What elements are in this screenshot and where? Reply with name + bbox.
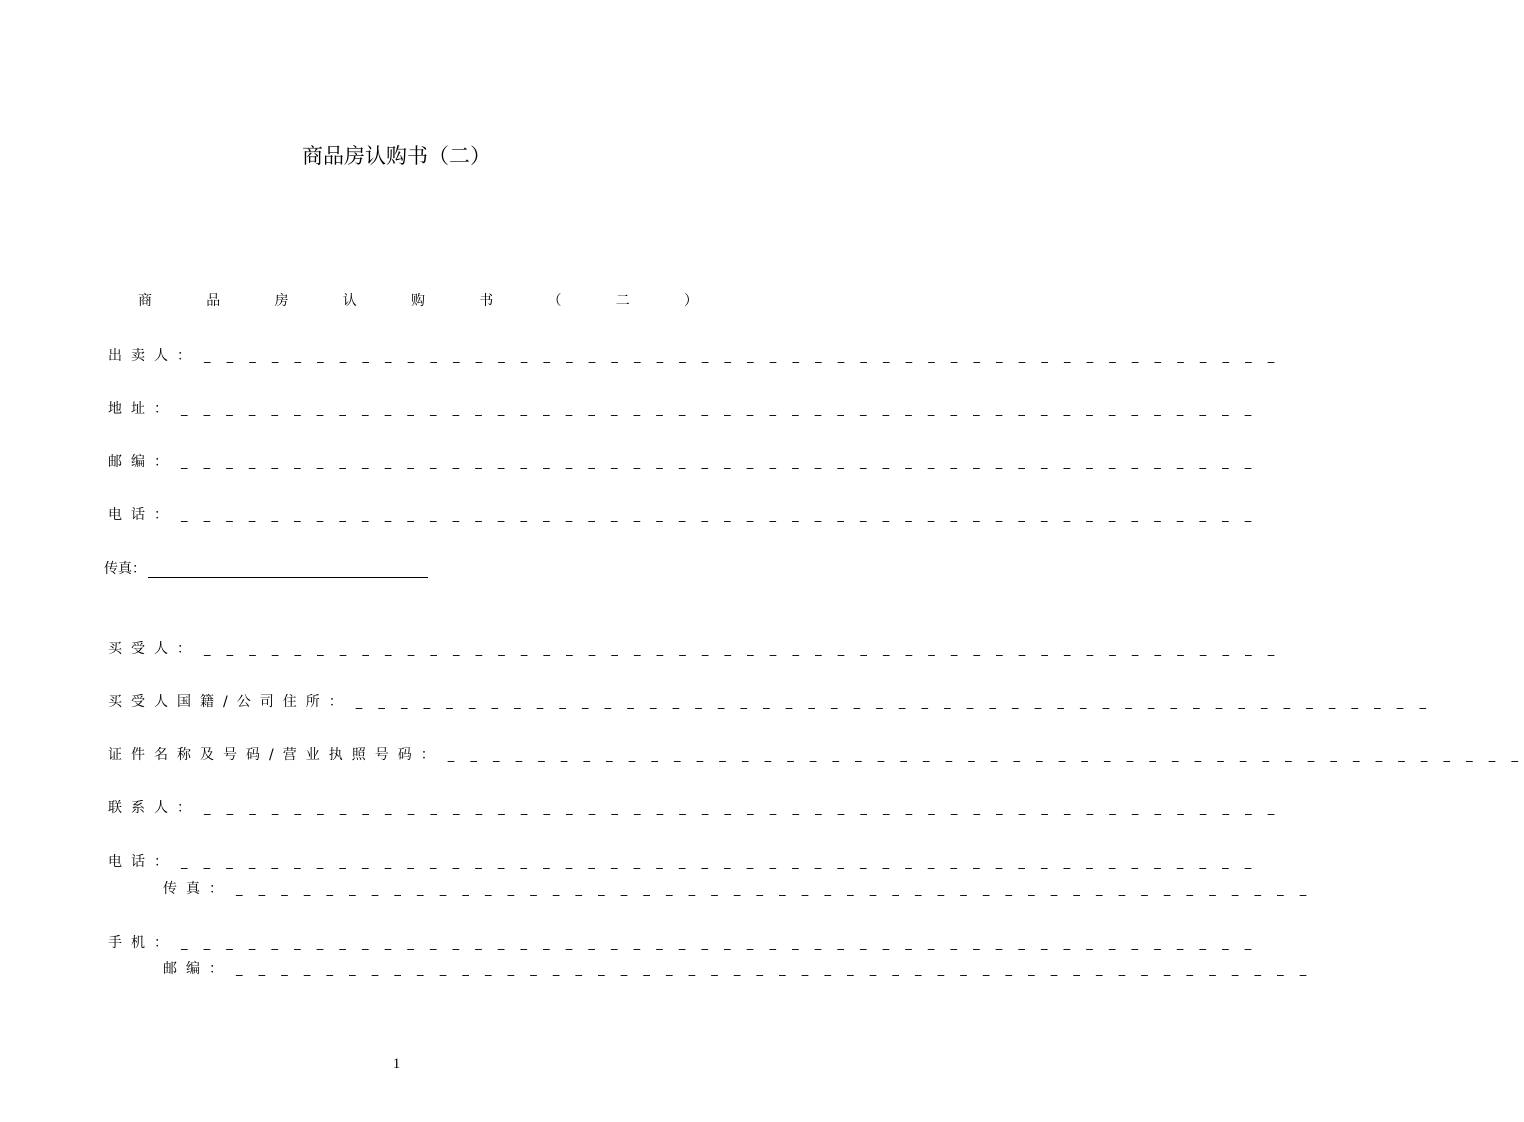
seller-address-label: 地址：: [108, 401, 177, 417]
buyer-contact-field[interactable]: _ _ _ _ _ _ _ _ _ _ _ _ _ _ _ _ _ _ _ _ _ _ _ _ _ _ _ _ _ _ _ _ _ _ _ _ _ _ _ _ _ _ _ _ _ _ _ _: [204, 801, 1281, 816]
buyer-mobile-row: [108, 932, 1258, 952]
subtitle-char: ）: [684, 293, 698, 309]
buyer-id-label: 证件名称及号码/营业执照号码：: [108, 747, 444, 763]
seller-address-field[interactable]: _ _ _ _ _ _ _ _ _ _ _ _ _ _ _ _ _ _ _ _ _ _ _ _ _ _ _ _ _ _ _ _ _ _ _ _ _ _ _ _ _ _ _ _ _ _ _ _: [181, 402, 1258, 417]
buyer-phone-row: [108, 851, 1258, 871]
page-number: 1: [392, 1056, 401, 1072]
buyer-postcode-label: 邮编：: [163, 961, 232, 977]
buyer-name-row: [108, 638, 1281, 658]
seller-postcode-row: [108, 451, 1258, 471]
subtitle-char: 商: [138, 293, 152, 309]
subtitle-char: 认: [342, 293, 357, 309]
buyer-postcode-field[interactable]: _ _ _ _ _ _ _ _ _ _ _ _ _ _ _ _ _ _ _ _ _ _ _ _ _ _ _ _ _ _ _ _ _ _ _ _ _ _ _ _ _ _ _ _ _ _ _ _: [236, 962, 1313, 977]
seller-postcode-field[interactable]: _ _ _ _ _ _ _ _ _ _ _ _ _ _ _ _ _ _ _ _ _ _ _ _ _ _ _ _ _ _ _ _ _ _ _ _ _ _ _ _ _ _ _ _ _ _ _ _: [181, 455, 1258, 470]
subtitle-char: 品: [206, 293, 221, 309]
buyer-fax-label: 传真：: [163, 881, 232, 897]
subtitle-char: 购: [411, 293, 425, 309]
seller-fax-row: [104, 558, 428, 578]
seller-phone-label: 电话：: [108, 507, 177, 523]
buyer-mobile-label: 手机：: [108, 935, 177, 951]
buyer-postcode-row: [163, 958, 1313, 978]
buyer-nationality-field[interactable]: _ _ _ _ _ _ _ _ _ _ _ _ _ _ _ _ _ _ _ _ _ _ _ _ _ _ _ _ _ _ _ _ _ _ _ _ _ _ _ _ _ _ _ _ _ _ _ _: [355, 695, 1432, 710]
seller-phone-row: [108, 504, 1258, 524]
seller-phone-field[interactable]: _ _ _ _ _ _ _ _ _ _ _ _ _ _ _ _ _ _ _ _ _ _ _ _ _ _ _ _ _ _ _ _ _ _ _ _ _ _ _ _ _ _ _ _ _ _ _ _: [181, 508, 1258, 523]
buyer-phone-field[interactable]: _ _ _ _ _ _ _ _ _ _ _ _ _ _ _ _ _ _ _ _ _ _ _ _ _ _ _ _ _ _ _ _ _ _ _ _ _ _ _ _ _ _ _ _ _ _ _ _: [181, 855, 1258, 870]
seller-address-row: [108, 398, 1258, 418]
seller-name-row: [108, 345, 1281, 365]
buyer-mobile-field[interactable]: _ _ _ _ _ _ _ _ _ _ _ _ _ _ _ _ _ _ _ _ _ _ _ _ _ _ _ _ _ _ _ _ _ _ _ _ _ _ _ _ _ _ _ _ _ _ _ _: [181, 936, 1258, 951]
seller-fax-label: 传真：: [104, 561, 146, 577]
seller-name-field[interactable]: _ _ _ _ _ _ _ _ _ _ _ _ _ _ _ _ _ _ _ _ _ _ _ _ _ _ _ _ _ _ _ _ _ _ _ _ _ _ _ _ _ _ _ _ _ _ _ _: [204, 349, 1281, 364]
seller-postcode-label: 邮编：: [108, 454, 177, 470]
buyer-id-field[interactable]: _ _ _ _ _ _ _ _ _ _ _ _ _ _ _ _ _ _ _ _ _ _ _ _ _ _ _ _ _ _ _ _ _ _ _ _ _ _ _ _ _ _ _ _ _ _ _ _: [447, 748, 1524, 763]
buyer-name-label: 买受人：: [108, 641, 200, 657]
buyer-name-field[interactable]: _ _ _ _ _ _ _ _ _ _ _ _ _ _ _ _ _ _ _ _ _ _ _ _ _ _ _ _ _ _ _ _ _ _ _ _ _ _ _ _ _ _ _ _ _ _ _ _: [204, 642, 1281, 657]
buyer-nationality-row: [108, 691, 1432, 711]
subtitle-char: 书: [479, 293, 494, 309]
buyer-phone-label: 电话：: [108, 854, 177, 870]
buyer-fax-row: [163, 878, 1313, 898]
subtitle: [138, 290, 698, 310]
buyer-fax-field[interactable]: _ _ _ _ _ _ _ _ _ _ _ _ _ _ _ _ _ _ _ _ _ _ _ _ _ _ _ _ _ _ _ _ _ _ _ _ _ _ _ _ _ _ _ _ _ _ _ _: [236, 882, 1313, 897]
buyer-contact-row: [108, 797, 1281, 817]
buyer-nationality-label: 买受人国籍/公司住所：: [108, 694, 352, 710]
page-title: 商品房认购书（二）: [302, 144, 491, 168]
subtitle-char: 房: [274, 293, 289, 309]
seller-name-label: 出卖人：: [108, 348, 200, 364]
subtitle-char: 二: [615, 293, 630, 309]
seller-fax-field[interactable]: [148, 563, 428, 578]
subtitle-char: （: [547, 293, 562, 309]
buyer-contact-label: 联系人：: [108, 800, 200, 816]
buyer-id-row: [108, 744, 1524, 764]
